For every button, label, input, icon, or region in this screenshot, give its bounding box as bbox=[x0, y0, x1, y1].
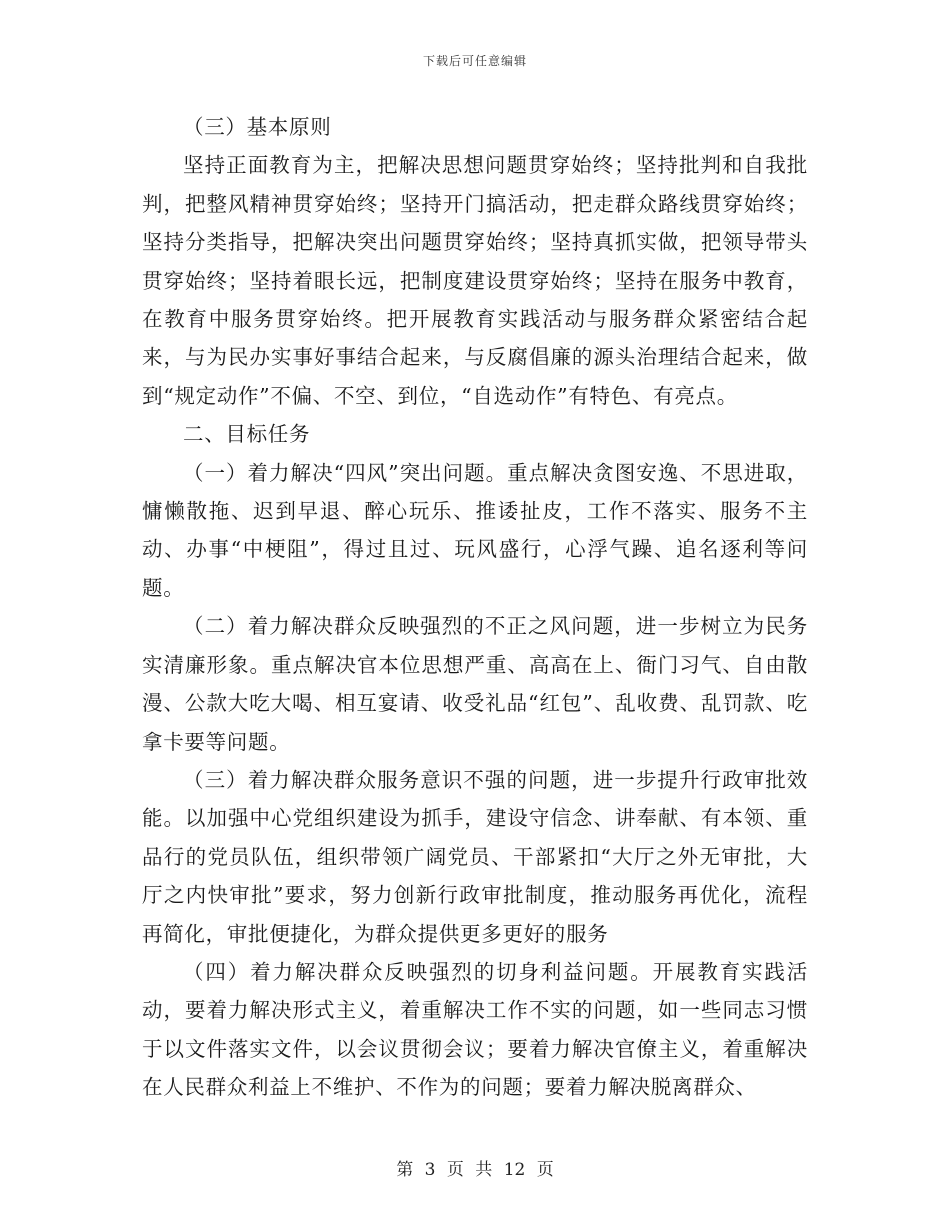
section-heading-goals: 二、目标任务 bbox=[183, 422, 311, 447]
paragraph-goal-2: （二）着力解决群众反映强烈的不正之风问题，进一步树立为民务实清廉形象。重点解决官本位思想严重、高高在上、衙门习气、自由散漫、公款大吃大喝、相互宴请、收受礼品“红包”、乱收费、乱罚款、吃拿卡要等问题。 bbox=[142, 614, 808, 754]
section-heading-principles: （三）基本原则 bbox=[183, 115, 332, 139]
document-body bbox=[142, 108, 808, 1107]
paragraph-goal-3: （三）着力解决群众服务意识不强的问题，进一步提升行政审批效能。以加强中心党组织建设为抓手，建设守信念、讲奉献、有本领、重品行的党员队伍，组织带领广阔党员、干部紧扣“大厅之外无审批，大厅之内快审批”要求，努力创新行政审批制度，推动服务再优化，流程再简化，审批便捷化，为群众提供更多更好的服务 bbox=[142, 767, 808, 946]
paragraph-goal-4: （四）着力解决群众反映强烈的切身利益问题。开展教育实践活动，要着力解决形式主义，着重解决工作不实的问题，如一些同志习惯于以文件落实文件，以会议贯彻会议；要着力解决官僚主义，着重解决在人民群众利益上不维护、不作为的问题；要着力解决脱离群众、 bbox=[142, 959, 808, 1100]
page-number: 第 3 页 共 12 页 bbox=[396, 1160, 554, 1180]
paragraph-principles: 坚持正面教育为主，把解决思想问题贯穿始终；坚持批判和自我批判，把整风精神贯穿始终；坚持开门搞活动，把走群众路线贯穿始终；坚持分类指导，把解决突出问题贯穿始终；坚持真抓实做，把领导带头贯穿始终；坚持着眼长远，把制度建设贯穿始终；坚持在服务中教育，在教育中服务贯穿始终。把开展教育实践活动与服务群众紧密结合起来，与为民办实事好事结合起来，与反腐倡廉的源头治理结合起来，做到“规定动作”不偏、不空、到位，“自选动作”有特色、有亮点。 bbox=[142, 153, 808, 408]
paragraph-goal-1: （一）着力解决“四风”突出问题。重点解决贪图安逸、不思进取，慵懒散拖、迟到早退、醉心玩乐、推诿扯皮，工作不落实、服务不主动、办事“中梗阻”，得过且过、玩风盛行，心浮气躁、追名逐利等问题。 bbox=[142, 460, 808, 600]
header-note: 下载后可任意编辑 bbox=[422, 54, 527, 68]
